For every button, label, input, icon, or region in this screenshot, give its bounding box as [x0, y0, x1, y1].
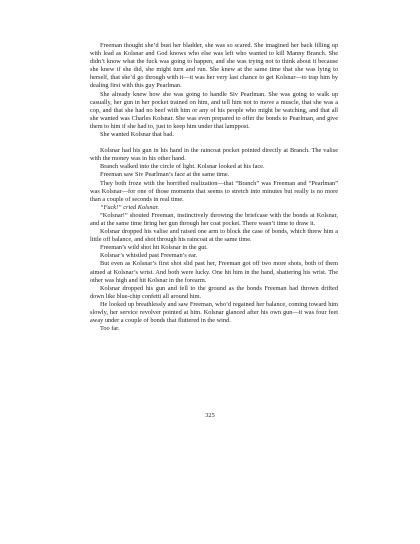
paragraph: Too far. [100, 325, 120, 333]
section-break [90, 139, 338, 147]
paragraph: Kolsnar’s whistled past Freeman’s ear. [100, 252, 198, 260]
paragraph: Kolsnar dropped his gun and fell to the ground as the bonds Freeman had thrown drifted down like blue-chip confetti all around him. [90, 284, 338, 300]
paragraph: Kolsnar had his gun in his hand in the raincoat pocket pointed directly at Branch. The valise with the money was in his other hand. [90, 147, 338, 163]
paragraph: “Kolsnar!” shouted Freeman, instinctively throwing the briefcase with the bonds at Kolsnar, and at the same time firing her gun through her coat pocket. There wasn’t time to draw it. [90, 211, 338, 227]
paragraph: Freeman saw Siv Pearlman’s face at the same time. [100, 171, 230, 179]
paragraph: She wanted Kolsnar that bad. [100, 131, 174, 139]
paragraph: They both froze with the horrified realization—that “Branch” was Freeman and “Pearlman” was Kolsnar—for one of those moments that seems to stretch into minutes but really is no more than a couple of seconds in real time. [90, 179, 338, 203]
paragraph: She already knew how she was going to handle Siv Pearlman. She was going to walk up casually, her gun in her pocket trained on him, and tell him not to move a muscle, that she was a cop, and that she had no beef with him or any of his people who might be watching, and that all she wanted was Charles Kolsnar. She was even prepared to offer the bonds to Pearlman, and give them to him if she had to, just to keep him under that lamppost. [90, 90, 338, 130]
paragraph: But even as Kolsnar’s first shot slid past her, Freeman got off two more shots, both of them aimed at Kolsnar’s wrist. And both were lucky. One hit him in the hand, shattering his wrist. The other was high and hit Kolsnar in the forearm. [90, 260, 338, 284]
body-text [90, 42, 338, 333]
paragraph: Branch walked into the circle of light. Kolsnar looked at his face. [100, 163, 265, 171]
page-number: 325 [205, 412, 215, 419]
paragraph: Kolsnar dropped his valise and raised one arm to block the case of bonds, which threw him a little off balance, and shot through his raincoat at the same time. [90, 228, 338, 244]
paragraph: Freeman thought she’d bust her bladder, she was so scared. She imagined her back filling up with lead as Kolsnar and God knows who else was left who wanted to kill Manny Branch. She didn’t know what the fuck was going to happen, and she was trying not to think about it because she knew if she did, she might turn and run. She knew at the same time that she was lying to herself, that she’d go through with it—it was her very last chance to get Kolsnar—to trap him by dealing first with this guy Pearlman. [90, 42, 338, 90]
paragraph: Freeman’s wild shot hit Kolsnar in the gut. [100, 244, 208, 252]
paragraph: “Fuck!” cried Kolsnar. [100, 203, 159, 211]
paragraph: He looked up breathlessly and saw Freeman, who’d regained her balance, coming toward him slowly, her service revolver pointed at him. Kolsnar glanced after his own gun—it was four feet away under a couple of bonds that fluttered in the wind. [90, 300, 338, 325]
